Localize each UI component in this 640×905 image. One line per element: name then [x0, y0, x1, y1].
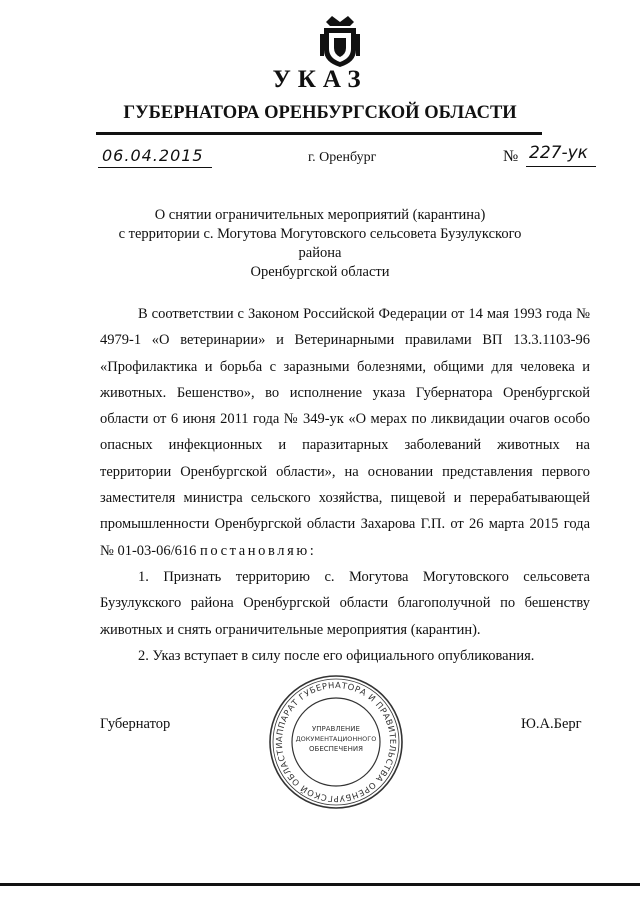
- seal-center-line: ДОКУМЕНТАЦИОННОГО: [295, 735, 377, 743]
- issuer-title: ГУБЕРНАТОРА ОРЕНБУРГСКОЙ ОБЛАСТИ: [123, 103, 517, 123]
- coat-of-arms-icon: [318, 14, 362, 68]
- document-city: г. Оренбург: [308, 150, 377, 165]
- seal-ring-text: АППАРАТ ГУБЕРНАТОРА И ПРАВИТЕЛЬСТВА ОРЕНБУРГСКОЙ ОБЛАСТИ: [273, 679, 399, 805]
- seal-center-line: УПРАВЛЕНИЕ: [312, 725, 360, 733]
- document-body: [100, 301, 590, 669]
- preamble-text: В соответствии с Законом Российской Федерации от 14 мая 1993 года № 4979-1 «О ветеринарии» и Ветеринарными правилами ВП 13.3.1103-96 «Профилактика и борьба с заразными болезнями, общими для человека и животных. Бешенство», во исполнение указа Губернатора Оренбургской области от 6 июня 2011 года № 349-ук «О мерах по ликвидации очагов особо опасных инфекционных и паразитарных заболеваний животных на территории Оренбургской области», на основании представления первого заместителя министра сельского хозяйства, пищевой и перерабатывающей промышленности Оренбургской области Захарова Г.П. от 26 марта 2015 года № 01-03-06/616: [100, 306, 590, 559]
- signatory-role: Губернатор: [100, 716, 171, 732]
- heading-line: Оренбургской области: [250, 264, 390, 280]
- heading-line: с территории с. Могутова Могутовского сельсовета Бузулукского района: [118, 226, 522, 261]
- heading-line: О снятии ограничительных мероприятий (карантина): [154, 207, 486, 223]
- document-type-title: УКАЗ: [272, 66, 368, 93]
- header-rule: [96, 132, 542, 135]
- body-paragraph-item-2: 2. Указ вступает в силу после его официального опубликования.: [138, 647, 535, 664]
- body-paragraph-item-1: 1. Признать территорию с. Могутова Могутовского сельсовета Бузулукского района Оренбургской области благополучной по бешенству животных и снять ограничительные мероприятия (карантин).: [100, 568, 590, 638]
- document-number: 227-ук: [529, 143, 588, 163]
- decree-verb: постановляю:: [200, 542, 317, 559]
- date-underline: [98, 167, 212, 168]
- number-underline: [526, 166, 596, 167]
- number-sign: №: [503, 148, 519, 165]
- signatory-name: Ю.А.Берг: [521, 716, 582, 732]
- official-seal-stamp: [266, 672, 406, 812]
- page-bottom-rule: [0, 883, 640, 886]
- seal-center-line: ОБЕСПЕЧЕНИЯ: [309, 745, 363, 753]
- body-paragraph-preamble: [100, 301, 590, 564]
- document-heading: [100, 206, 540, 282]
- document-date: 06.04.2015: [102, 146, 204, 165]
